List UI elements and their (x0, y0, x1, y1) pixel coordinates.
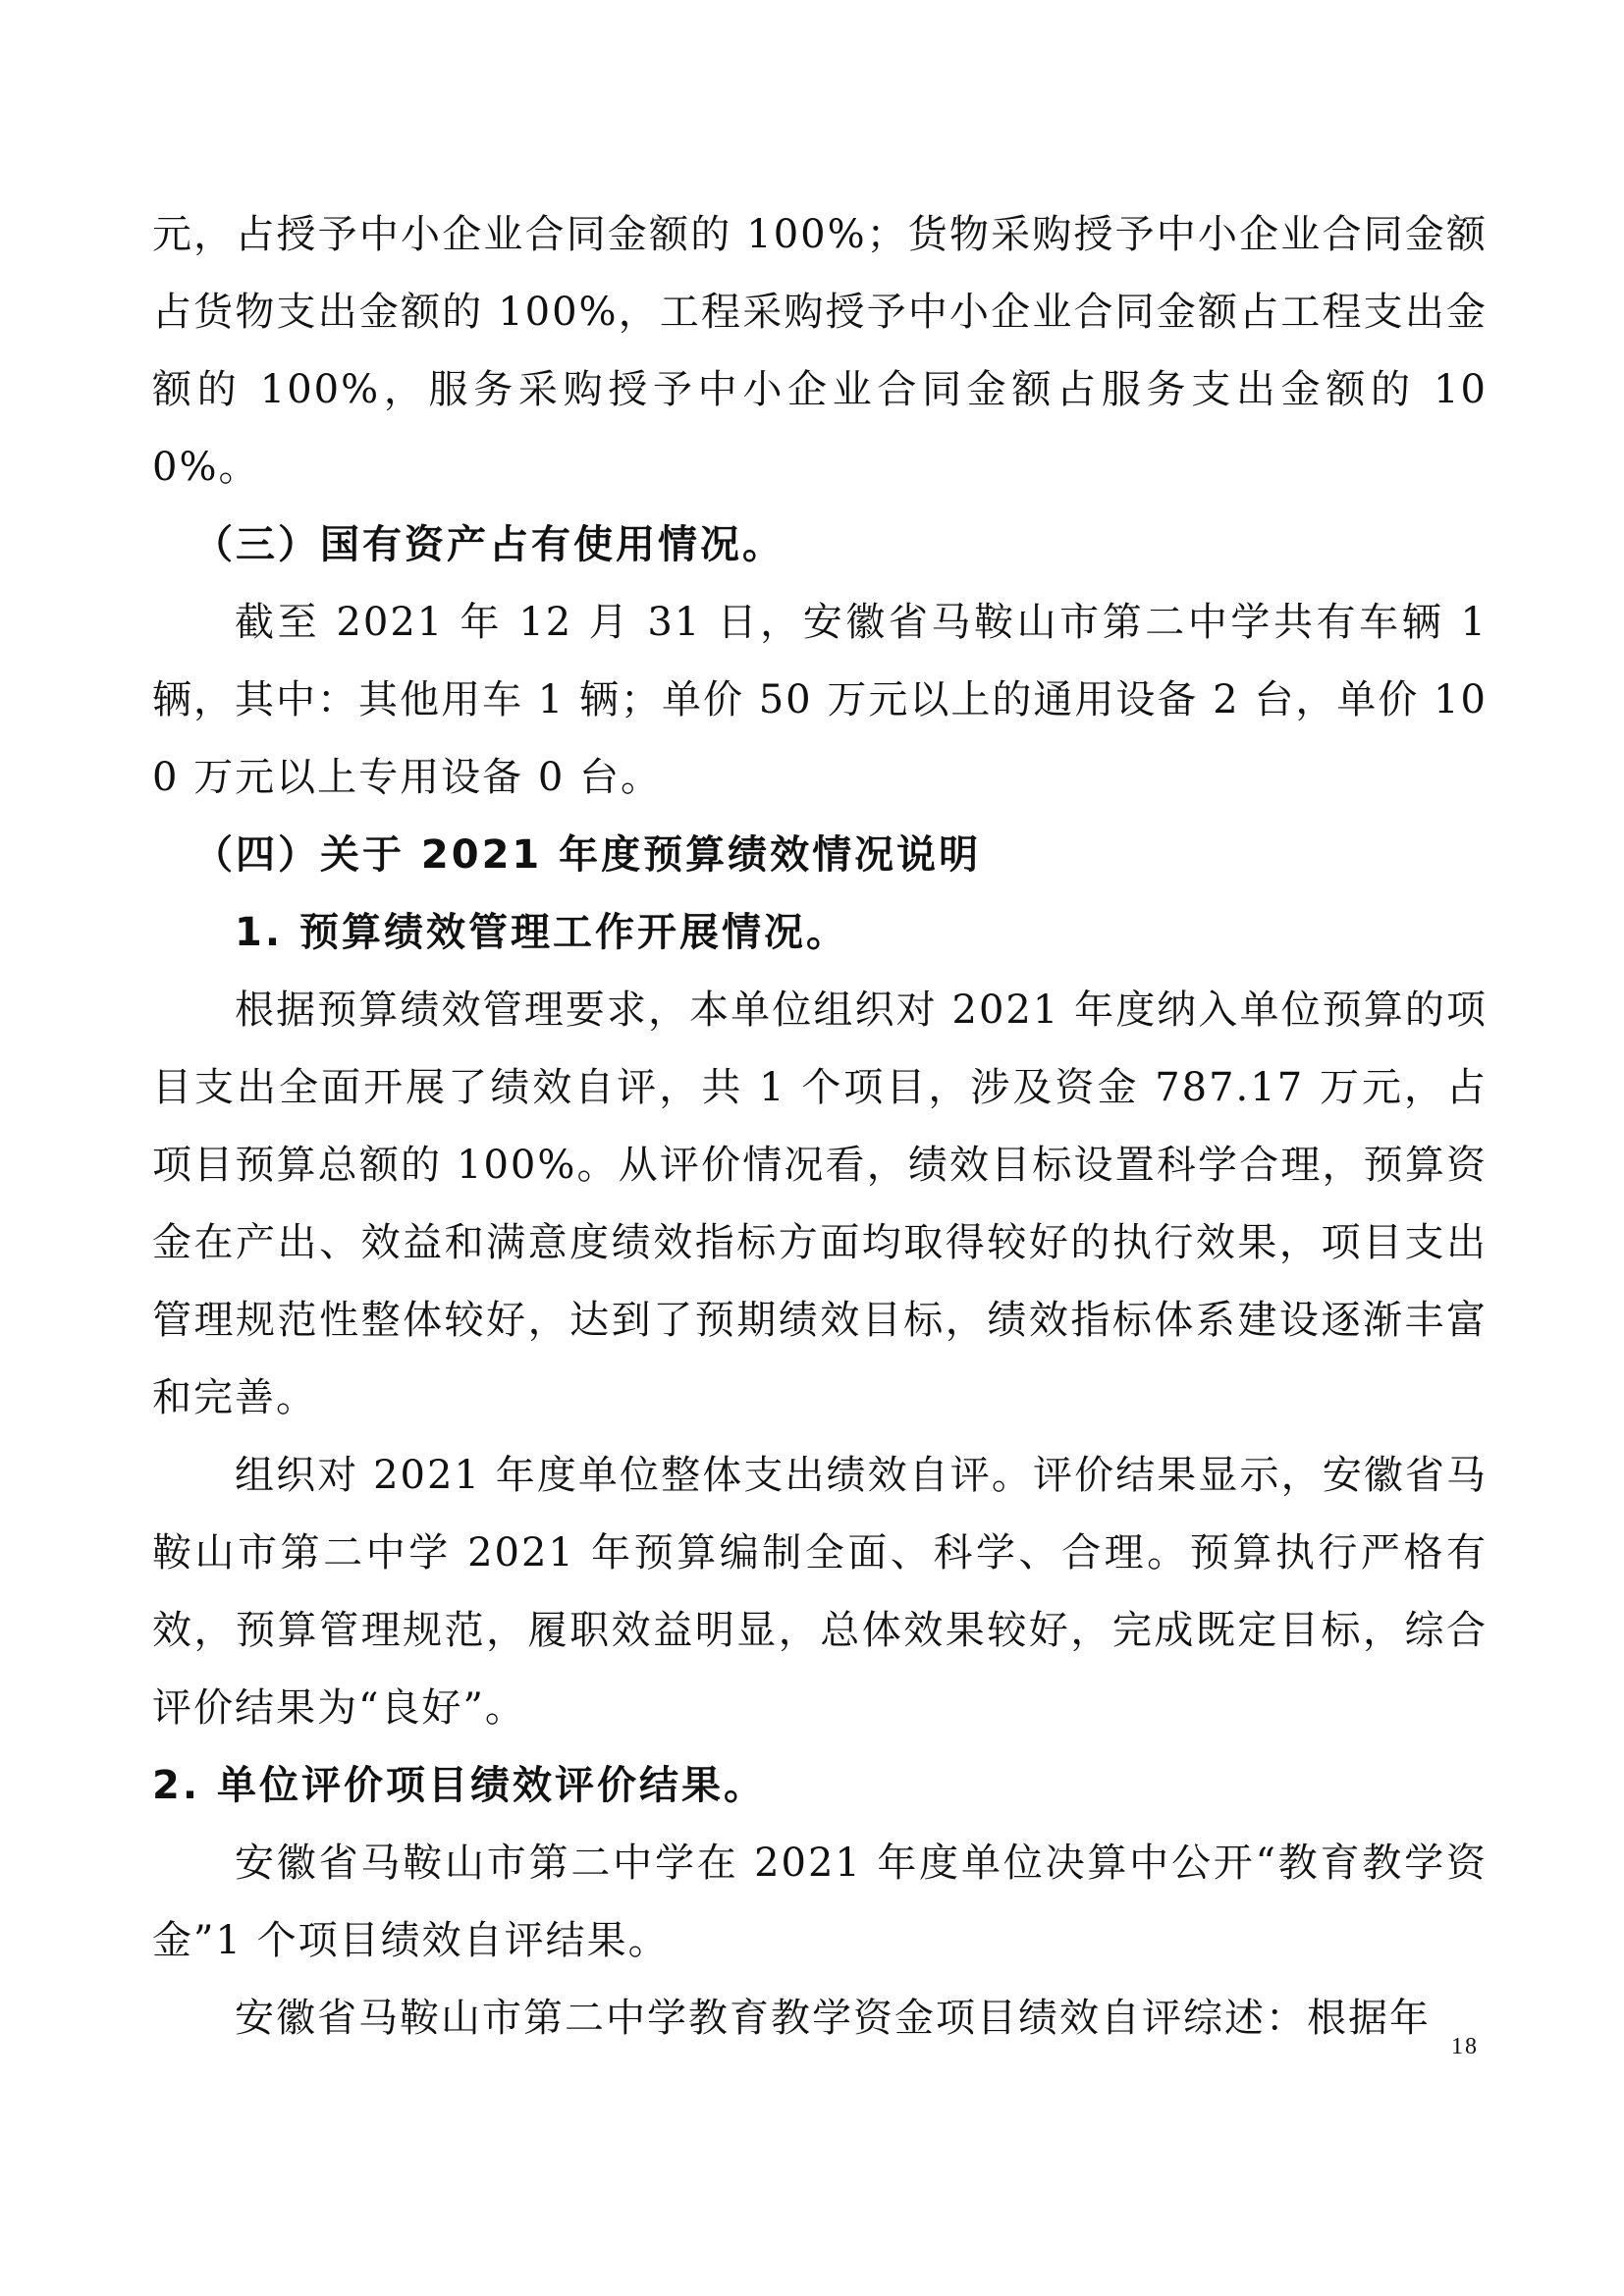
page-number: 18 (1451, 2034, 1479, 2059)
paragraph-procurement-ratios: 元，占授予中小企业合同金额的 100%；货物采购授予中小企业合同金额占货物支出金额的 100%，工程采购授予中小企业合同金额占工程支出金额的 100%，服务采购授予中小企业合同金额占服务支出金额的 100%。 (152, 212, 1488, 490)
paragraph-public-disclosure: 安徽省马鞍山市第二中学在 2021 年度单位决算中公开“教育教学资金”1 个项目绩效自评结果。 (152, 1841, 1488, 1963)
paragraph-education-fund-summary: 安徽省马鞍山市第二中学教育教学资金项目绩效自评综述：根据年 (235, 1996, 1431, 2041)
heading-project-evaluation-results: 2. 单位评价项目绩效评价结果。 (152, 1763, 766, 1808)
heading-state-assets: （三）国有资产占有使用情况。 (193, 522, 785, 567)
paragraph-overall-self-evaluation: 组织对 2021 年度单位整体支出绩效自评。评价结果显示，安徽省马鞍山市第二中学 2021 年预算编制全面、科学、合理。预算执行严格有效，预算管理规范，履职效益明显，总体效果较好，完成既定目标，综合评价结果为“良好”。 (152, 1453, 1488, 1731)
paragraph-project-self-evaluation: 根据预算绩效管理要求，本单位组织对 2021 年度纳入单位预算的项目支出全面开展了绩效自评，共 1 个项目，涉及资金 787.17 万元，占项目预算总额的 100%。从评价情况看，绩效目标设置科学合理，预算资金在产出、效益和满意度绩效指标方面均取得较好的执行效果，项目支出管理规范性整体较好，达到了预期绩效目标，绩效指标体系建设逐渐丰富和完善。 (152, 988, 1488, 1420)
paragraph-state-assets: 截至 2021 年 12 月 31 日，安徽省马鞍山市第二中学共有车辆 1 辆，其中：其他用车 1 辆；单价 50 万元以上的通用设备 2 台，单价 100 万元以上专用设备 0 台。 (152, 600, 1488, 800)
heading-budget-performance: （四）关于 2021 年度预算绩效情况说明 (193, 832, 982, 878)
heading-performance-management: 1. 预算绩效管理工作开展情况。 (235, 910, 848, 955)
document-body (152, 196, 1488, 2057)
